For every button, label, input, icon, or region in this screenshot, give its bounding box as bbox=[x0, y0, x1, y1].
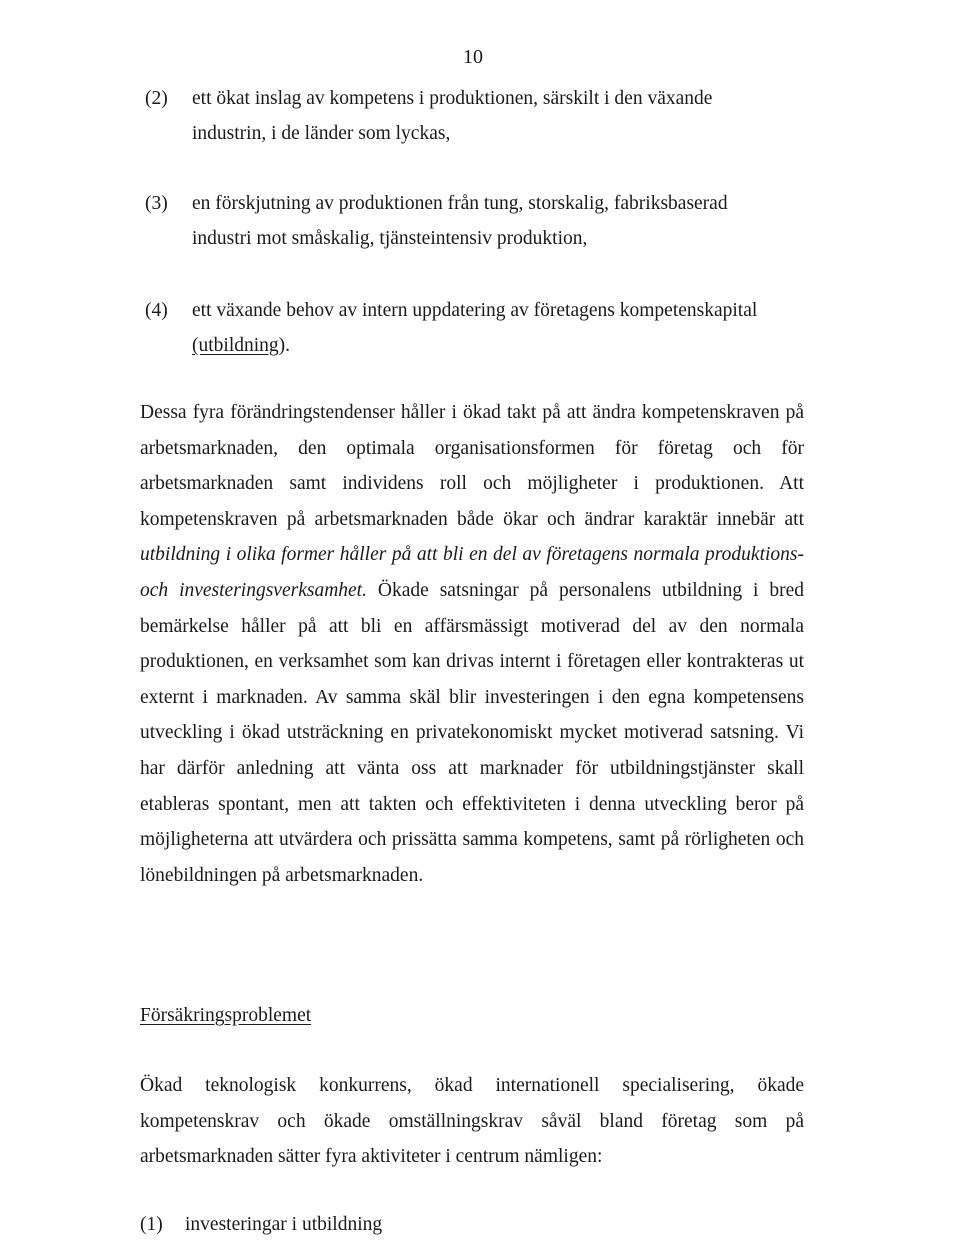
list-item-number: (3) bbox=[145, 193, 168, 214]
list-item-number: (2) bbox=[145, 88, 168, 109]
underlined-term: (utbildning bbox=[192, 335, 279, 356]
page-number: 10 bbox=[463, 46, 483, 68]
list-item-text-line: ett ökat inslag av kompetens i produktionen, särskilt i den växande bbox=[192, 88, 713, 109]
body-paragraph: Ökad teknologisk konkurrens, ökad internationell specialisering, ökade kompetenskrav och ökade omställningskrav såväl bland företag som på arbetsmarknaden sätter fyra aktiviteter i centrum nämligen: bbox=[140, 1075, 804, 1168]
list-item bbox=[145, 186, 815, 256]
paragraph-text: Dessa fyra förändringstendenser håller i ökad takt på att ändra kompetenskraven på arbetsmarknaden, den optimala organisationsformen för företag och för arbetsmarknaden samt individens roll och möjligheter i produktionen. Att kompetenskraven på arbetsmarknaden både ökar och ändrar karaktär innebär att bbox=[140, 402, 804, 530]
list-item-text: investeringar i utbildning bbox=[185, 1214, 383, 1235]
list-item-number: (4) bbox=[145, 300, 168, 321]
list-item-text-line: ett växande behov av intern uppdatering av företagens kompetenskapital bbox=[192, 300, 758, 321]
paragraph-text: Ökade satsningar på personalens utbildning i bred bemärkelse håller på att bli en affärsmässigt motiverad del av den normala produktionen, en verksamhet som kan drivas internt i företagen eller kontrakteras ut externt i marknaden. Av samma skäl blir investeringen i den egna kompetensens utveckling i ökad utsträckning en privatekonomiskt mycket motiverad satsning. Vi har därför anledning att vänta oss att marknader för utbildningstjänster skall etableras spontant, men att takten och effektiviteten i denna utveckling beror på möjligheterna att utvärdera och prissätta samma kompetens, samt på rörligheten och lönebildningen på arbetsmarknaden. bbox=[140, 579, 805, 886]
list-item-number: (1) bbox=[140, 1214, 163, 1235]
list-item bbox=[140, 1210, 382, 1240]
section-heading: Försäkringsproblemet bbox=[140, 1005, 312, 1026]
list-item-text-line: en förskjutning av produktionen från tung, storskalig, fabriksbaserad bbox=[192, 193, 728, 214]
list-item bbox=[145, 293, 815, 363]
body-paragraph bbox=[140, 395, 804, 893]
list-item bbox=[145, 81, 815, 151]
list-item-text-line: industrin, i de länder som lyckas, bbox=[192, 123, 451, 144]
list-item-text-line: industri mot småskalig, tjänsteintensiv produktion, bbox=[192, 228, 588, 249]
list-item-text-line bbox=[192, 328, 815, 363]
emphasized-text: utbildning i olika former håller på att bli en del av företagens normala produktions- och investeringsverksamhet. bbox=[140, 544, 804, 601]
list-item-text-tail: ). bbox=[278, 335, 291, 356]
